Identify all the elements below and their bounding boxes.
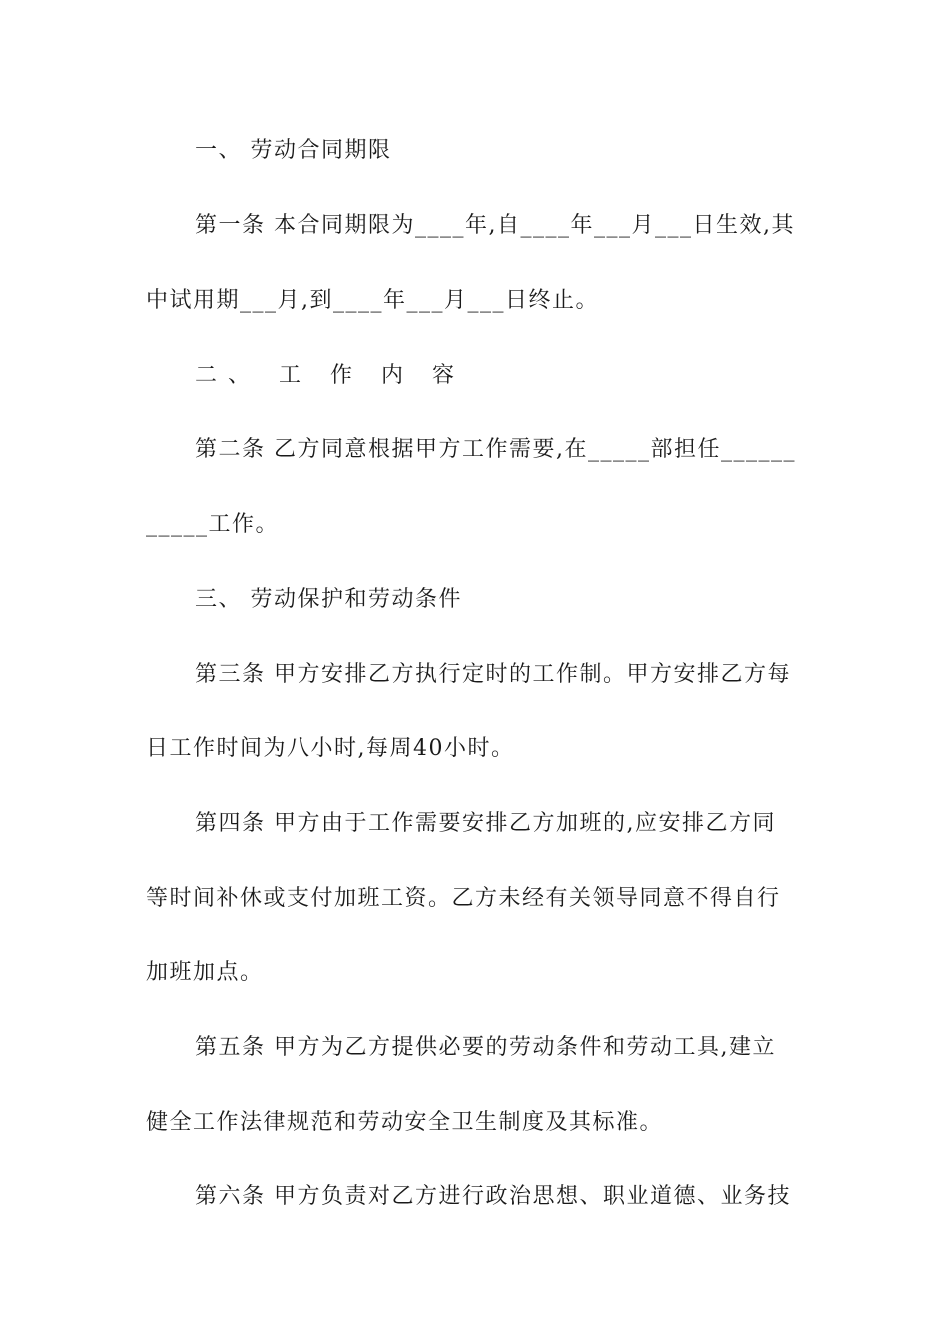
clause-1-line-2: 中试用期___月,到____年___月___日终止。 — [146, 288, 599, 313]
section-heading-2: 二、 工 作 内 容 — [195, 363, 465, 388]
clause-4-line-1: 第四条 甲方由于工作需要安排乙方加班的,应安排乙方同 — [195, 811, 776, 836]
clause-2-line-1: 第二条 乙方同意根据甲方工作需要,在_____部担任______ — [195, 437, 796, 462]
clause-3-line-2: 日工作时间为八小时,每周40小时。 — [146, 736, 515, 761]
section-heading-3: 三、 劳动保护和劳动条件 — [195, 587, 462, 612]
clause-4-line-3: 加班加点。 — [146, 960, 264, 985]
clause-3-line-1: 第三条 甲方安排乙方执行定时的工作制。甲方安排乙方每 — [195, 662, 791, 687]
clause-6-line-1: 第六条 甲方负责对乙方进行政治思想、职业道德、业务技 — [195, 1184, 791, 1209]
clause-1-line-1: 第一条 本合同期限为____年,自____年___月___日生效,其 — [195, 213, 795, 238]
clause-5-line-2: 健全工作法律规范和劳动安全卫生制度及其标准。 — [146, 1110, 664, 1135]
clause-5-line-1: 第五条 甲方为乙方提供必要的劳动条件和劳动工具,建立 — [195, 1035, 776, 1060]
clause-2-line-2: _____工作。 — [146, 512, 280, 537]
clause-4-line-2: 等时间补休或支付加班工资。乙方未经有关领导同意不得自行 — [146, 886, 781, 911]
section-heading-1: 一、 劳动合同期限 — [195, 138, 392, 163]
